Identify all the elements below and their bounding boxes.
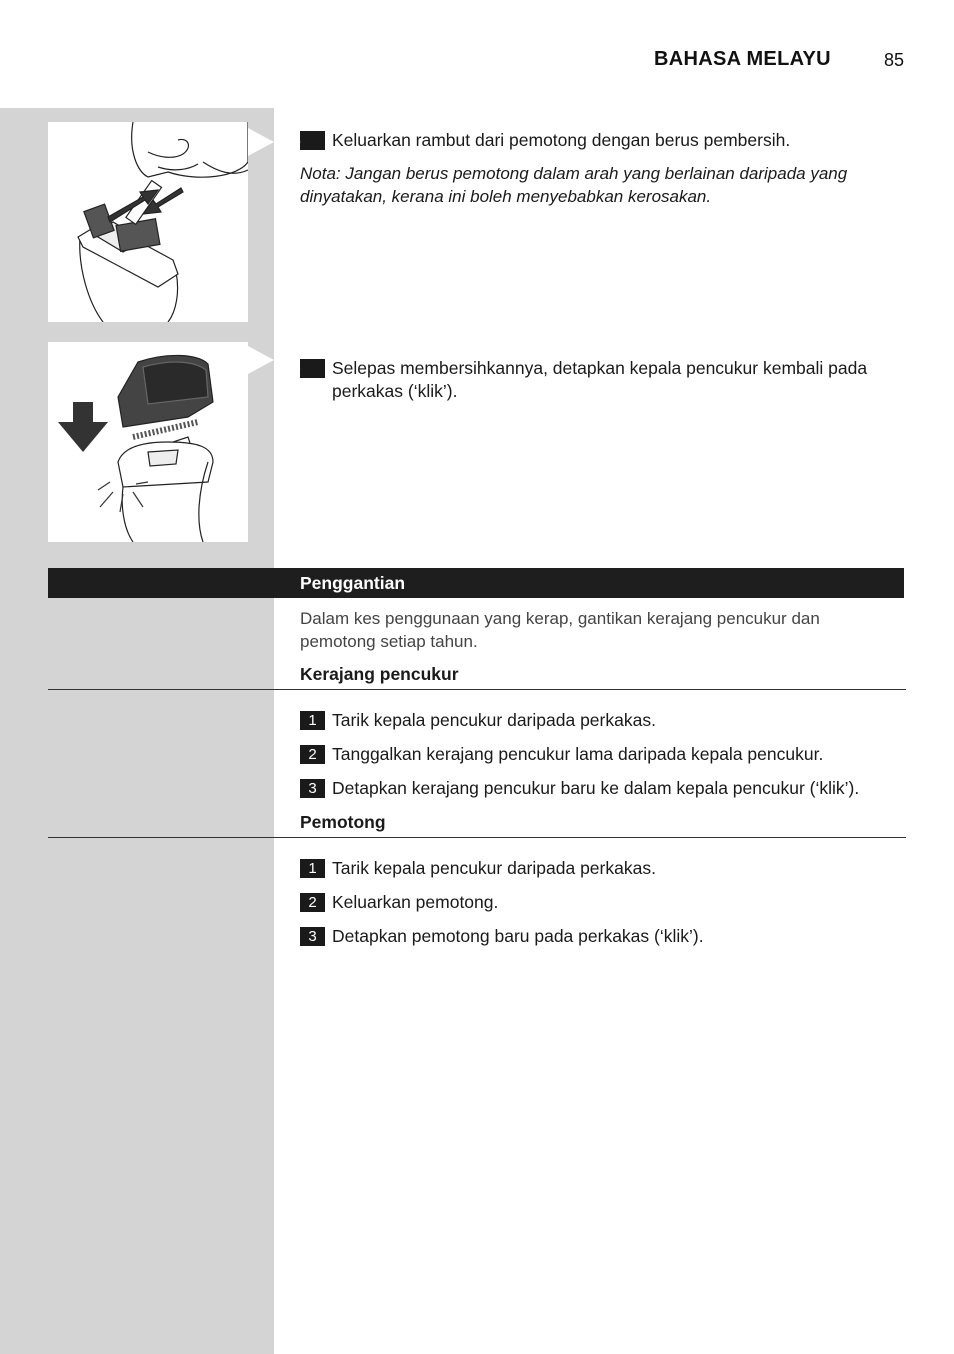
illustration-pointer — [248, 128, 274, 156]
step-text: Tanggalkan kerajang pencukur lama daripada kepala pencukur. — [332, 744, 824, 764]
step-number: 1 — [300, 859, 325, 878]
subheading-cutter: Pemotong — [300, 812, 386, 832]
step-text: Keluarkan pemotong. — [332, 892, 499, 912]
page-number: 85 — [884, 50, 905, 70]
step-text: Keluarkan rambut dari pemotong dengan berus pembersih. — [332, 130, 791, 150]
step-4 — [292, 129, 922, 152]
step-number: 5 — [300, 359, 325, 378]
subheading-foil: Kerajang pencukur — [300, 664, 459, 684]
step-5 — [292, 357, 922, 403]
step-number: 3 — [300, 927, 325, 946]
step-text: Detapkan pemotong baru pada perkakas (‘klik’). — [332, 926, 704, 946]
cutter-step-2 — [300, 891, 498, 914]
illustration-pointer — [248, 346, 274, 374]
section-title: Penggantian — [300, 573, 406, 593]
step-text: Tarik kepala pencukur daripada perkakas. — [332, 858, 656, 878]
step-number: 4 — [300, 131, 325, 150]
note-text: Nota: Jangan berus pemotong dalam arah yang berlainan daripada yang dinyatakan, kerana ini boleh menyebabkan kerosakan. — [300, 164, 848, 206]
divider — [48, 837, 906, 838]
section-header-bar — [48, 568, 904, 598]
header-language: BAHASA MELAYU — [654, 48, 831, 70]
brush-cleaning-cutter-illustration — [48, 122, 248, 322]
divider — [48, 689, 906, 690]
cutter-step-3 — [300, 925, 704, 948]
foil-step-3 — [300, 777, 859, 800]
step-number: 2 — [300, 745, 325, 764]
step-text: Tarik kepala pencukur daripada perkakas. — [332, 710, 656, 730]
cutter-step-1 — [300, 857, 656, 880]
step-text: Detapkan kerajang pencukur baru ke dalam kepala pencukur (‘klik’). — [332, 778, 860, 798]
step-number: 2 — [300, 893, 325, 912]
step-number: 1 — [300, 711, 325, 730]
foil-step-1 — [300, 709, 656, 732]
section-intro: Dalam kes penggunaan yang kerap, gantikan kerajang pencukur dan pemotong setiap tahun. — [300, 609, 820, 651]
step-text: Selepas membersihkannya, detapkan kepala pencukur kembali pada perkakas (‘klik’). — [332, 358, 868, 401]
attach-shaving-head-illustration — [48, 342, 248, 542]
foil-step-2 — [300, 743, 823, 766]
step-number: 3 — [300, 779, 325, 798]
